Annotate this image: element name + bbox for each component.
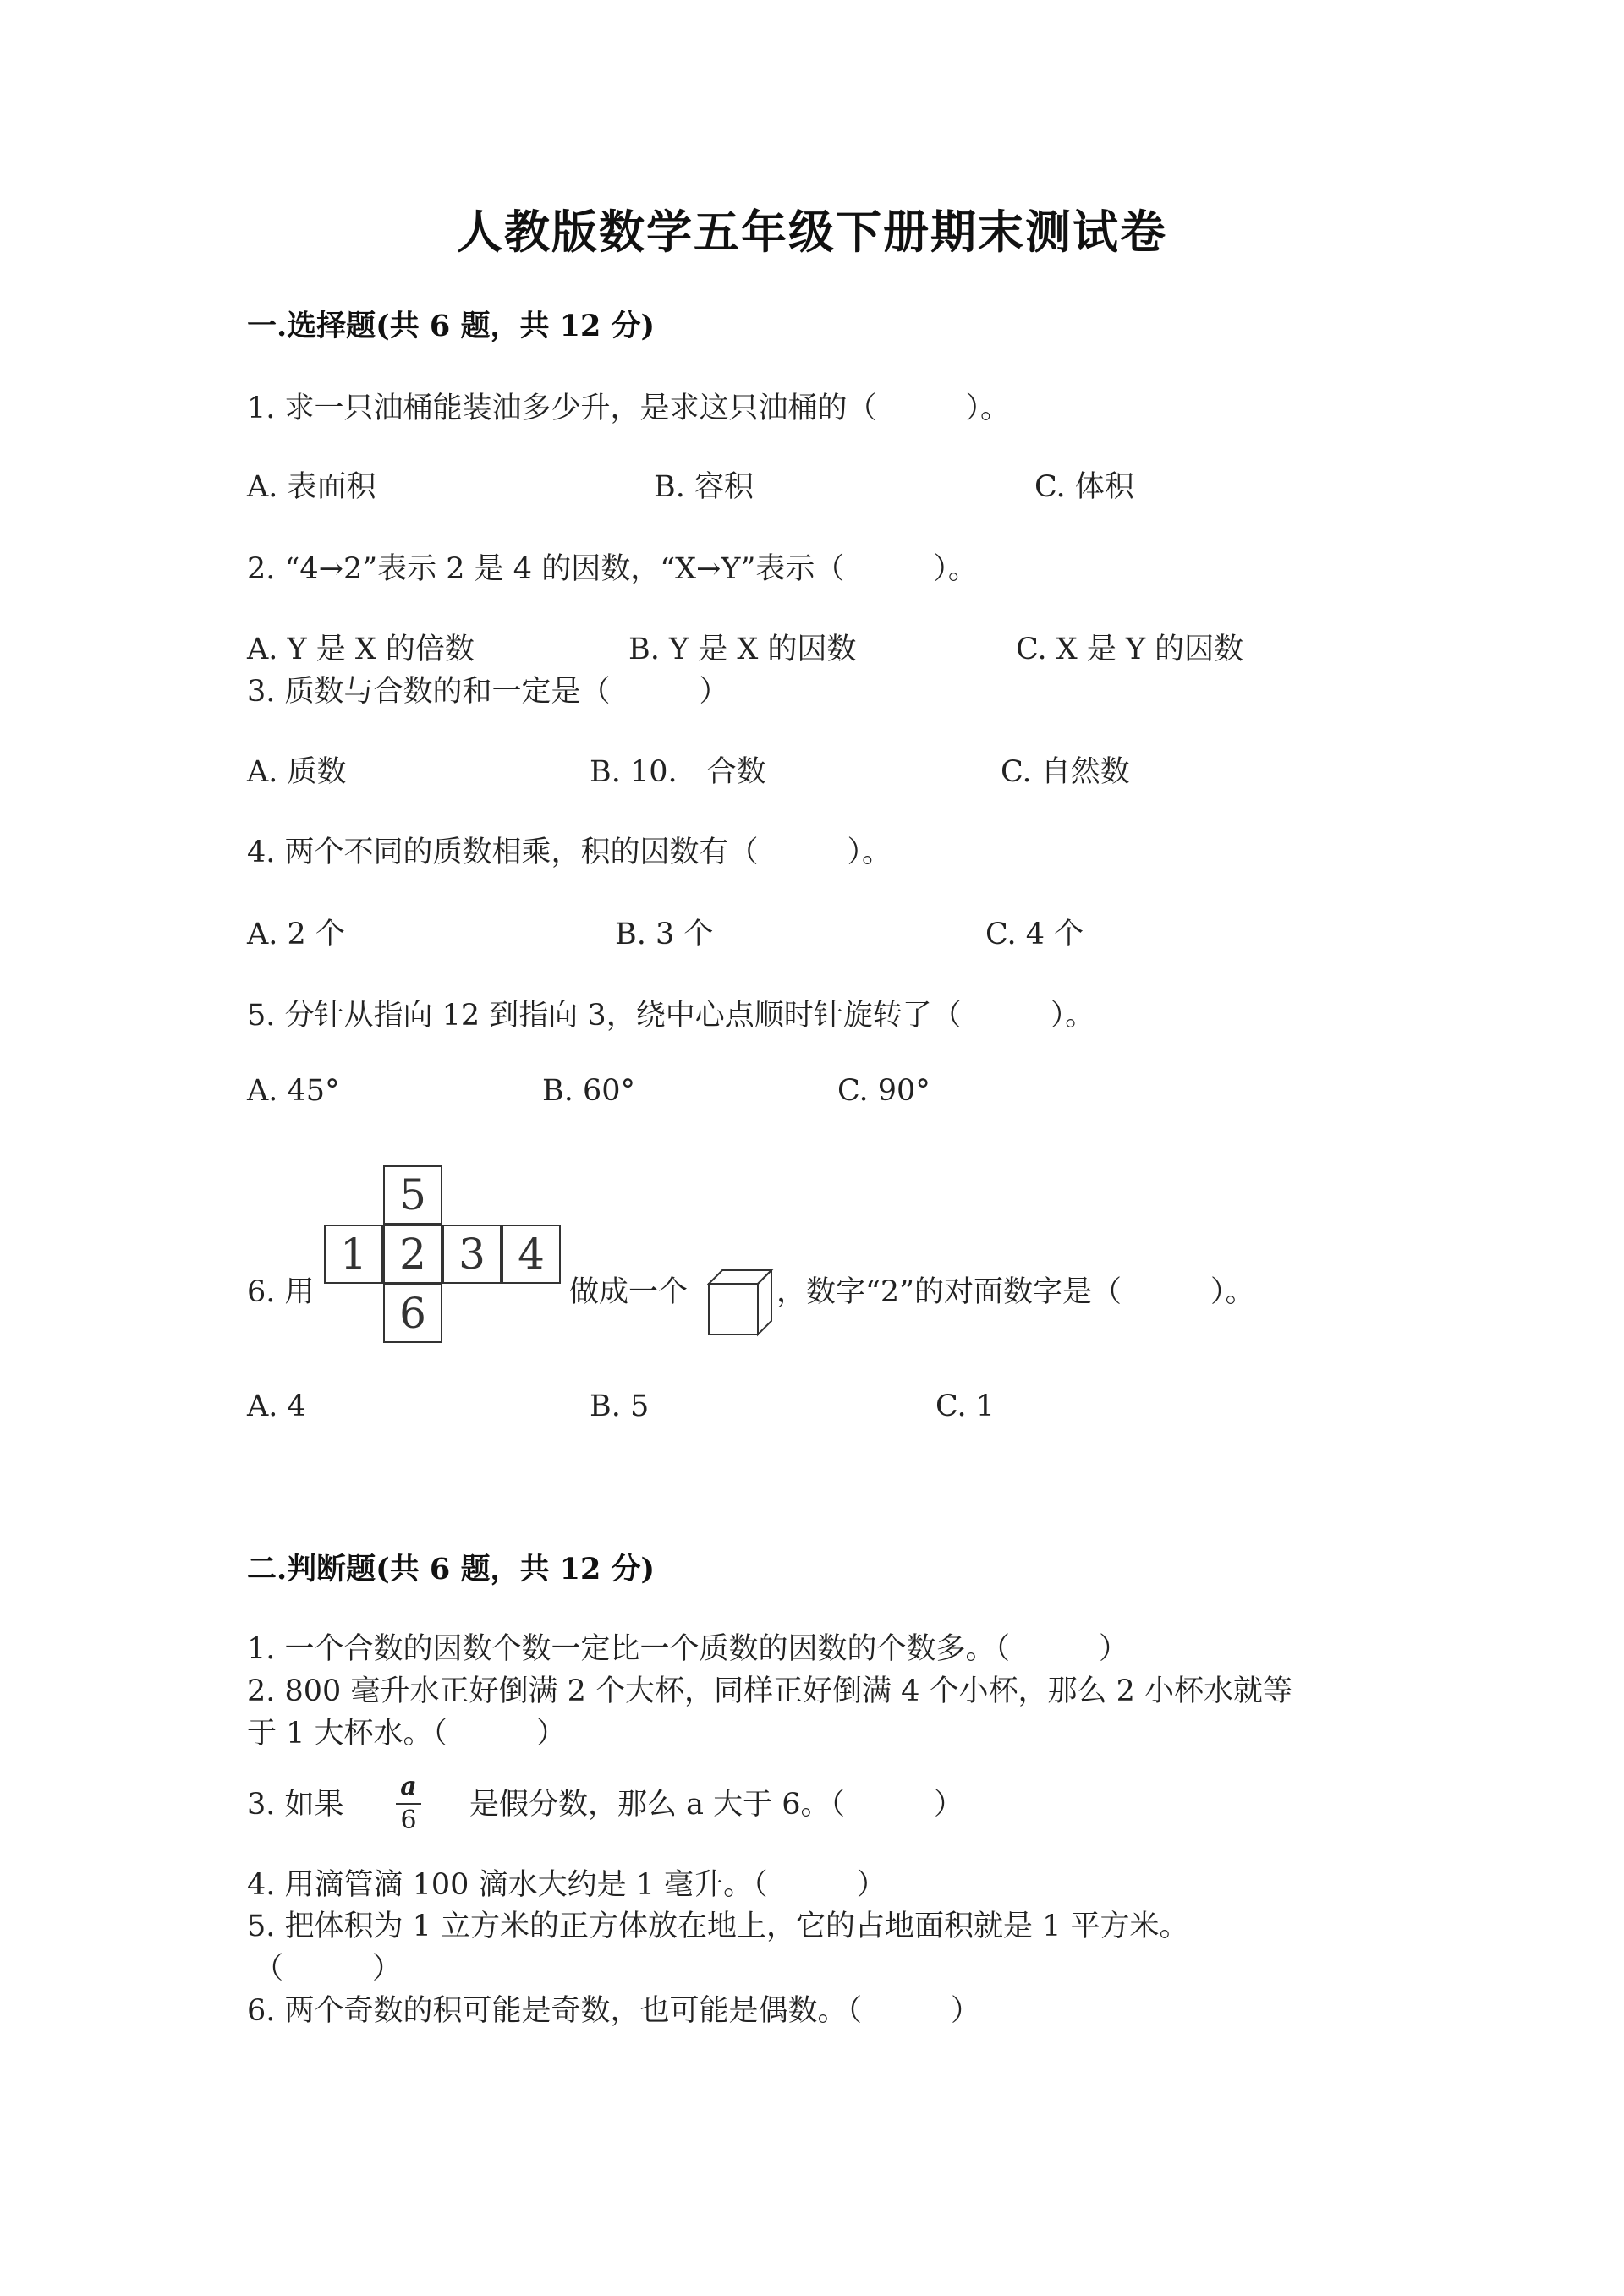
q4-option-a[interactable]: A. 2 个 [247, 918, 345, 951]
q2-option-c[interactable]: C. X 是 Y 的因数 [1016, 633, 1244, 666]
net-cell-top: 5 [383, 1165, 442, 1225]
section-heading-choice: 一.选择题(共 6 题，共 12 分) [247, 309, 656, 343]
q1-option-b[interactable]: B. 容积 [654, 470, 754, 504]
q3-option-b[interactable]: B. 10. 合数 [590, 755, 766, 789]
q6-option-c[interactable]: C. 1 [935, 1389, 996, 1423]
question-5: 5. 分针从指向 12 到指向 3，绕中心点顺时针旋转了（ ）。 [247, 999, 1095, 1033]
question-6-middle: 做成一个 [569, 1275, 689, 1309]
q6-option-a[interactable]: A. 4 [247, 1389, 306, 1423]
q3-option-c[interactable]: C. 自然数 [1001, 755, 1130, 789]
section-heading-judgement: 二.判断题(共 6 题，共 12 分) [247, 1552, 656, 1586]
fraction-denominator: 6 [400, 1806, 417, 1835]
page-title: 人教版数学五年级下册期末测试卷 [457, 205, 1167, 259]
question-2: 2. “4→2”表示 2 是 4 的因数，“X→Y”表示（ ）。 [247, 552, 978, 586]
question-1: 1. 求一只油桶能装油多少升，是求这只油桶的（ ）。 [247, 392, 1011, 425]
net-cell-right-2: 4 [502, 1225, 561, 1284]
cube-icon [707, 1269, 775, 1338]
judgement-3-suffix: 是假分数，那么 a 大于 6。（ ） [469, 1788, 964, 1822]
judgement-6: 6. 两个奇数的积可能是奇数，也可能是偶数。（ ） [247, 1994, 981, 2028]
judgement-2-line-2: 于 1 大杯水。（ ） [247, 1717, 567, 1751]
net-cell-center: 2 [383, 1225, 442, 1284]
judgement-1: 1. 一个合数的因数个数一定比一个质数的因数的个数多。（ ） [247, 1632, 1129, 1666]
question-6-suffix: ，数字“2”的对面数字是（ ）。 [776, 1275, 1255, 1309]
q5-option-b[interactable]: B. 60° [542, 1074, 636, 1108]
fraction-numerator: a [400, 1772, 417, 1801]
net-cell-right-1: 3 [442, 1225, 502, 1284]
fraction-a-over-6 [394, 1774, 423, 1833]
question-6-prefix: 6. 用 [247, 1275, 315, 1309]
q3-option-a[interactable]: A. 质数 [247, 755, 347, 789]
net-cell-left: 1 [324, 1225, 383, 1284]
judgement-4: 4. 用滴管滴 100 滴水大约是 1 毫升。（ ） [247, 1868, 886, 1902]
q5-option-c[interactable]: C. 90° [837, 1074, 930, 1108]
q2-option-a[interactable]: A. Y 是 X 的倍数 [247, 633, 475, 666]
judgement-5-line-1: 5. 把体积为 1 立方米的正方体放在地上，它的占地面积就是 1 平方米。 [247, 1910, 1189, 1943]
q1-option-c[interactable]: C. 体积 [1034, 470, 1134, 504]
judgement-3-prefix: 3. 如果 [247, 1788, 344, 1822]
judgement-2-line-1: 2. 800 毫升水正好倒满 2 个大杯，同样正好倒满 4 个小杯，那么 2 小杯水就等 [247, 1674, 1293, 1708]
q5-option-a[interactable]: A. 45° [247, 1074, 340, 1108]
q2-option-b[interactable]: B. Y 是 X 的因数 [628, 633, 857, 666]
net-cell-bottom: 6 [383, 1284, 442, 1343]
question-3: 3. 质数与合数的和一定是（ ） [247, 675, 729, 709]
q4-option-c[interactable]: C. 4 个 [985, 918, 1084, 951]
question-4: 4. 两个不同的质数相乘，积的因数有（ ）。 [247, 836, 892, 869]
q1-option-a[interactable]: A. 表面积 [247, 470, 376, 504]
judgement-5-line-2: （ ） [254, 1952, 403, 1986]
q6-option-b[interactable]: B. 5 [590, 1389, 650, 1423]
q4-option-b[interactable]: B. 3 个 [615, 918, 714, 951]
